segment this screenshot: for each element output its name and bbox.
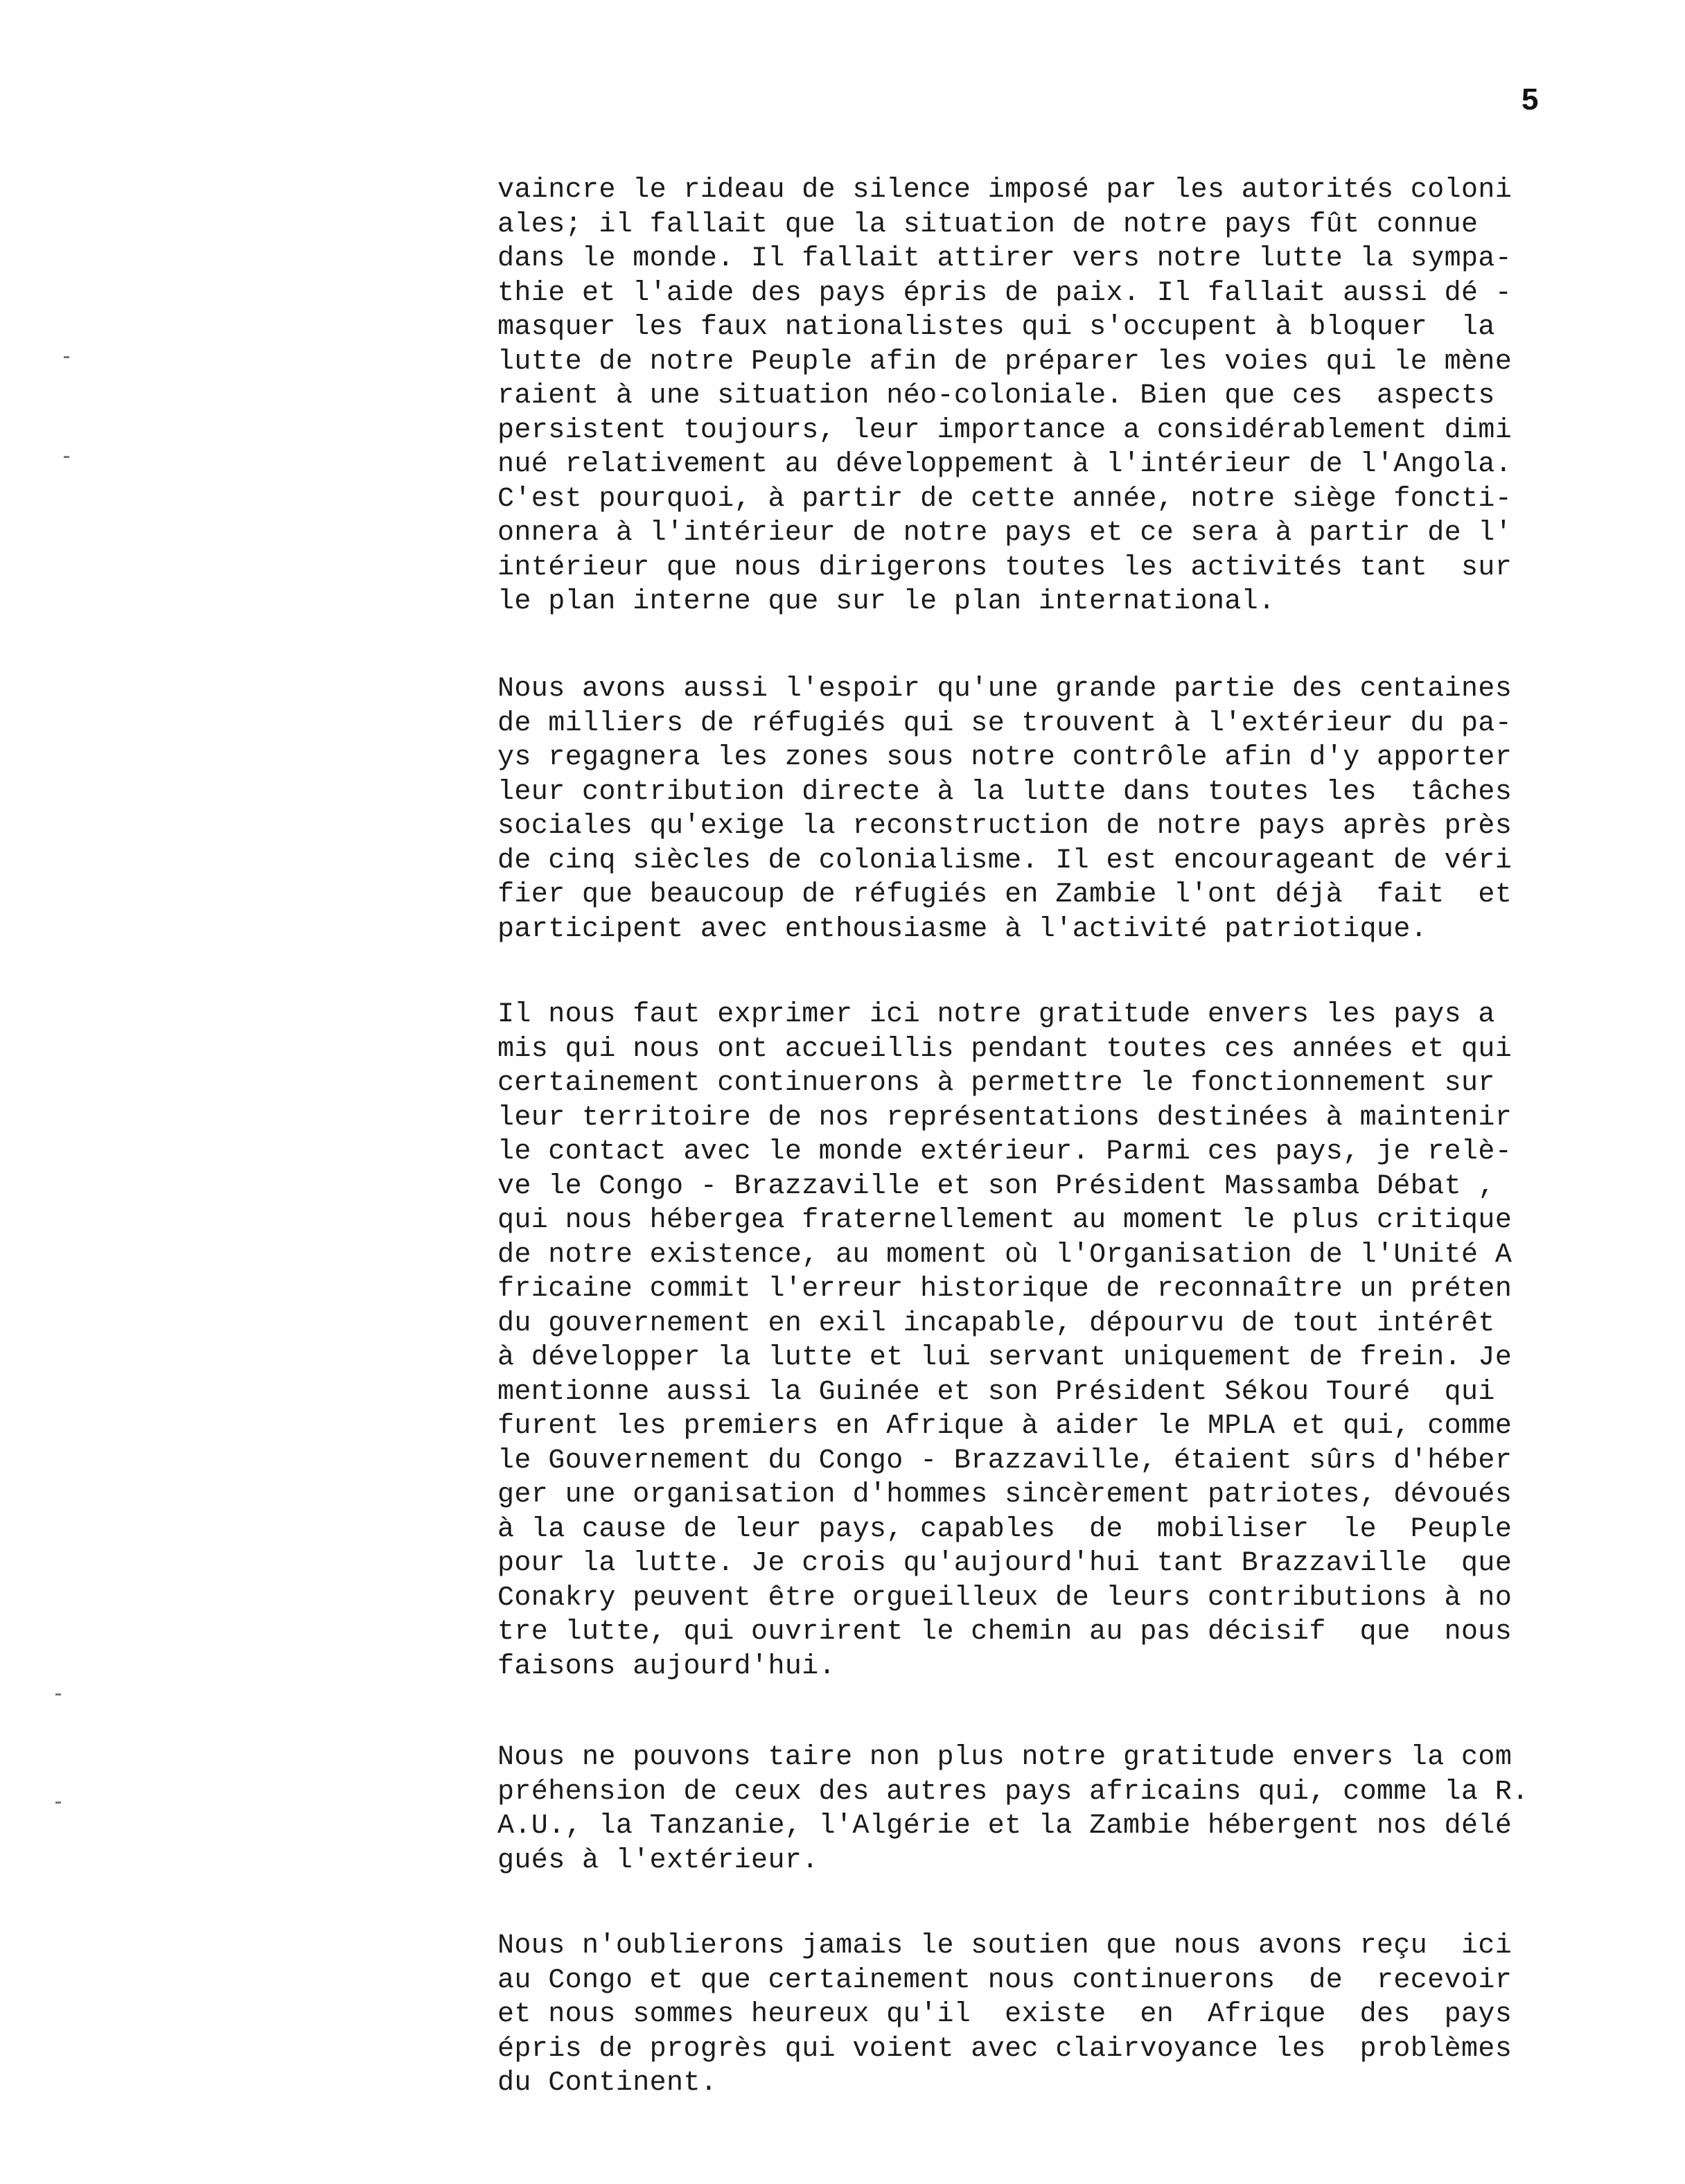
- text-line: vaincre le rideau de silence imposé par les autorités coloni: [497, 175, 1512, 206]
- text-line: thie et l'aide des pays épris de paix. Il fallait aussi dé -: [497, 277, 1512, 309]
- text-line: dans le monde. Il fallait attirer vers notre lutte la sympa-: [497, 243, 1512, 274]
- margin-mark: [64, 356, 69, 358]
- text-line: pour la lutte. Je crois qu'aujourd'hui tant Brazzaville que: [497, 1548, 1512, 1579]
- text-line: raient à une situation néo-coloniale. Bien que ces aspects: [497, 380, 1495, 412]
- page-number: 5: [1521, 82, 1539, 116]
- text-line: du gouvernement en exil incapable, dépourvu de tout intérêt: [497, 1307, 1495, 1339]
- text-line: qui nous hébergea fraternellement au moment le plus critique: [497, 1205, 1512, 1236]
- text-line: A.U., la Tanzanie, l'Algérie et la Zambie hébergent nos délé: [497, 1811, 1512, 1842]
- text-line: certainement continuerons à permettre le fonctionnement sur: [497, 1068, 1495, 1099]
- text-line: Nous n'oublierons jamais le soutien que nous avons reçu ici: [497, 1930, 1512, 1962]
- text-line: à développer la lutte et lui servant uniquement de frein. Je: [497, 1342, 1512, 1373]
- text-line: le plan interne que sur le plan international.: [497, 586, 1276, 617]
- text-line: ger une organisation d'hommes sincèrement patriotes, dévoués: [497, 1479, 1512, 1511]
- text-line: C'est pourquoi, à partir de cette année, notre siège foncti-: [497, 483, 1512, 515]
- text-line: de milliers de réfugiés qui se trouvent à l'extérieur du pa-: [497, 707, 1512, 739]
- text-line: ales; il fallait que la situation de notre pays fût connue: [497, 209, 1479, 240]
- text-line: ys regagnera les zones sous notre contrôle afin d'y apporter: [497, 742, 1512, 773]
- text-line: faisons aujourd'hui.: [497, 1650, 836, 1682]
- text-line: Conakry peuvent être orgueilleux de leurs contributions à no: [497, 1582, 1512, 1614]
- text-line: tre lutte, qui ouvrirent le chemin au pas décisif que nous: [497, 1617, 1512, 1648]
- text-line: persistent toujours, leur importance a considérablement dimi: [497, 414, 1512, 446]
- paragraph-support-congo: [497, 1929, 1551, 2101]
- text-line: fier que beaucoup de réfugiés en Zambie l'ont déjà fait et: [497, 879, 1512, 910]
- text-line: fricaine commit l'erreur historique de reconnaître un préten: [497, 1274, 1512, 1305]
- text-line: leur contribution directe à la lutte dans toutes les tâches: [497, 776, 1512, 808]
- text-line: ve le Congo - Brazzaville et son Président Massamba Débat ,: [497, 1170, 1495, 1202]
- text-line: de cinq siècles de colonialisme. Il est encourageant de véri: [497, 845, 1512, 877]
- margin-mark: [55, 1802, 61, 1804]
- text-line: à la cause de leur pays, capables de mobiliser le Peuple: [497, 1513, 1512, 1545]
- text-line: leur territoire de nos représentations destinées à maintenir: [497, 1102, 1512, 1134]
- text-line: intérieur que nous dirigerons toutes les activités tant sur: [497, 552, 1512, 583]
- text-line: préhension de ceux des autres pays africains qui, comme la R.: [497, 1776, 1529, 1808]
- text-line: nué relativement au développement à l'intérieur de l'Angola.: [497, 449, 1512, 480]
- margin-mark: [55, 1693, 61, 1696]
- paragraph-gratitude-friendly-countries: [497, 998, 1551, 1684]
- text-line: lutte de notre Peuple afin de préparer les voies qui le mène: [497, 346, 1512, 378]
- text-line: masquer les faux nationalistes qui s'occupent à bloquer la: [497, 312, 1495, 343]
- text-line: onnera à l'intérieur de notre pays et ce sera à partir de l': [497, 518, 1512, 549]
- text-line: et nous sommes heureux qu'il existe en Afrique des pays: [497, 1999, 1512, 2030]
- margin-mark: [64, 456, 69, 458]
- text-line: le Gouvernement du Congo - Brazzaville, étaient sûrs d'héber: [497, 1445, 1512, 1477]
- text-line: du Continent.: [497, 2068, 718, 2099]
- paragraph-refugees: [497, 672, 1551, 946]
- text-line: sociales qu'exige la reconstruction de notre pays après près: [497, 811, 1512, 842]
- text-line: gués à l'extérieur.: [497, 1844, 819, 1876]
- text-line: participent avec enthousiasme à l'activité patriotique.: [497, 913, 1428, 945]
- text-line: Il nous faut exprimer ici notre gratitude envers les pays a: [497, 999, 1495, 1030]
- text-line: au Congo et que certainement nous continuerons de recevoir: [497, 1964, 1512, 1996]
- text-line: mentionne aussi la Guinée et son Président Sékou Touré qui: [497, 1376, 1495, 1408]
- text-line: mis qui nous ont accueillis pendant toutes ces années et qui: [497, 1033, 1512, 1065]
- text-line: Nous ne pouvons taire non plus notre gratitude envers la com: [497, 1742, 1512, 1773]
- paragraph-other-african-countries: [497, 1741, 1551, 1878]
- text-line: épris de progrès qui voient avec clairvoyance les problèmes: [497, 2033, 1512, 2065]
- text-line: Nous avons aussi l'espoir qu'une grande partie des centaines: [497, 673, 1512, 705]
- text-line: de notre existence, au moment où l'Organisation de l'Unité A: [497, 1239, 1512, 1271]
- text-line: furent les premiers en Afrique à aider le MPLA et qui, comme: [497, 1411, 1512, 1442]
- text-line: le contact avec le monde extérieur. Parmi ces pays, je relè-: [497, 1136, 1512, 1168]
- paragraph-seat-relocation: [497, 173, 1551, 619]
